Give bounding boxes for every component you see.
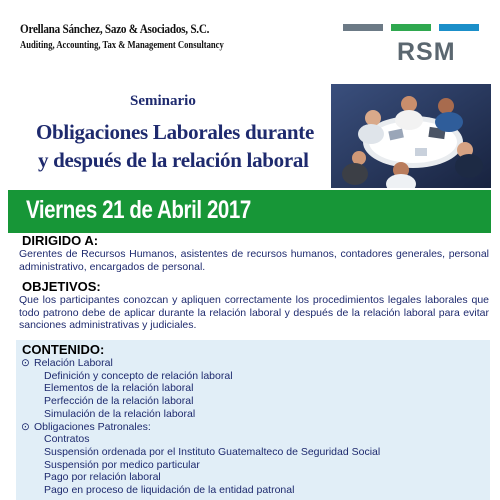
event-label: Seminario [130,93,196,109]
contenido-group-title [16,421,490,434]
section-objetivos [16,280,490,338]
objetivos-heading: OBJETIVOS: [22,279,101,294]
meeting-photo-illustration [331,84,491,188]
rsm-bar-green [391,24,431,31]
rsm-logo-bars [343,24,479,31]
contenido-item: Simulación de la relación laboral [44,407,196,420]
contenido-item: Suspensión por medico particular [44,458,200,471]
event-title [36,118,314,174]
rsm-logo: RSM [397,38,456,66]
event-title-line1: Obligaciones Laborales durante [36,120,315,144]
contenido-item: Pago en proceso de liquidación de la entidad patronal [44,484,295,497]
bullet-icon: ⊙ [21,420,30,433]
contenido-item: Contratos [44,433,90,446]
rsm-bar-gray [343,24,383,31]
contenido-item: Suspensión ordenada por el Instituto Guatemalteco de Seguridad Social [44,445,381,458]
firm-subtitle: Auditing, Accounting, Tax & Management Consultancy [20,40,224,51]
section-contenido [16,340,490,500]
contenido-item: Definición y concepto de relación laboral [44,369,233,382]
contenido-item: Perfección de la relación laboral [44,395,194,408]
contenido-heading: CONTENIDO: [22,342,105,357]
contenido-group-label: Obligaciones Patronales: [34,420,151,433]
event-date: Viernes 21 de Abril 2017 [26,196,251,224]
contenido-list [16,357,490,497]
objetivos-text: Que los participantes conozcan y apliquen correctamente los procedimientos legales laborales que todo patrono debe de aplicar durante la relación laboral y después de la relación laboral para evitar sanciones administrativas y judiciales. [19,294,489,331]
meeting-photo [331,84,491,188]
dirigido-heading: DIRIGIDO A: [22,233,99,248]
contenido-item: Elementos de la relación laboral [44,382,194,395]
contenido-item: Pago por relación laboral [44,471,161,484]
firm-name: Orellana Sánchez, Sazo & Asociados, S.C. [20,21,210,36]
event-title-line2: y después de la relación laboral [38,148,309,172]
bullet-icon: ⊙ [21,357,30,369]
contenido-group-title [16,357,490,370]
contenido-group-label: Relación Laboral [34,357,113,369]
section-dirigido [16,234,490,278]
dirigido-text: Gerentes de Recursos Humanos, asistentes de recursos humanos, contadores generales, personal administrativo, encargados de personal. [19,248,489,273]
rsm-bar-blue [439,24,479,31]
